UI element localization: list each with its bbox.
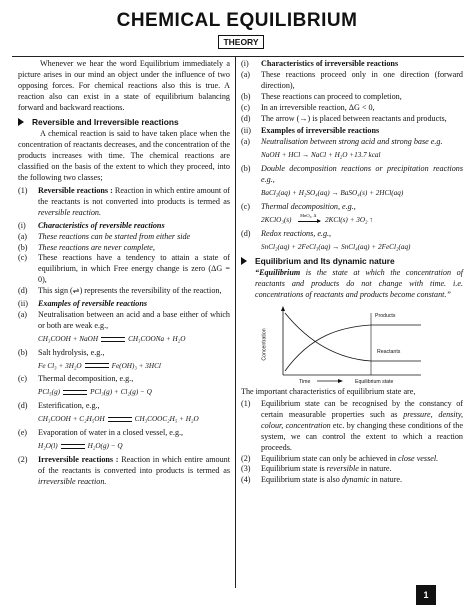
- list-item: (a) These reactions can be started from either side: [18, 231, 191, 241]
- list-item: (c) These reactions have a tendency to attain a state of equilibrium, in which Free energy change is zero (ΔG = 0),: [18, 253, 230, 285]
- list-item: (a) Neutralisation between strong acid and strong base e.g.: [241, 137, 443, 147]
- list-item: (c) Thermal decomposition, e.g.,: [18, 374, 134, 384]
- left-column: [18, 59, 230, 488]
- list-item-reversible: (1) Reversible reactions : Reaction in which entire amount of the reactants is not converted into products is termed as reversible reaction.: [18, 185, 230, 217]
- equation: NaOH + HCl → NaCl + H₂O +13.7 kcal: [261, 151, 381, 160]
- chemical-reaction-paragraph: A chemical reaction is said to have taken place when the concentration of reactants decreases, and the concentration of the products increases with time. The chemical reactions are classified on the basis of the extent to which they proceed, into the following two classes;: [18, 129, 230, 183]
- products-curve: [285, 325, 421, 371]
- subheading-examples-reversible: (ii) Examples of reversible reactions: [18, 299, 147, 309]
- theory-label: THEORY: [218, 35, 264, 49]
- list-item-irreversible: (2) Irreversible reactions : Reaction in which entire amount of the reactants is converted into products is termed as irreversible reaction.: [18, 454, 231, 486]
- equilibrium-arrow-icon: [85, 363, 109, 368]
- right-column: [241, 59, 463, 486]
- list-item: (d) The arrow (→) is placed between reactants and products,: [241, 113, 447, 123]
- list-item: (b) Salt hydrolysis, e.g.,: [18, 347, 105, 357]
- equation: SnCl₂(aq) + 2FeCl₃(aq) → SnCl₄(aq) + 2FeCl₂(aq): [261, 242, 411, 251]
- section-heading-equilibrium: Equilibrium and Its dynamic nature: [241, 256, 463, 267]
- page-title: CHEMICAL EQUILIBRIUM: [116, 10, 358, 31]
- list-item: (b) These reactions can proceed to completion,: [241, 91, 402, 101]
- subheading-examples-irreversible: (ii) Examples of irreversible reactions: [241, 126, 380, 136]
- list-item: (2) Equilibrium state can only be achieved in close vessel.: [241, 453, 439, 463]
- list-item: (a) These reactions proceed only in one direction (forward direction),: [241, 69, 463, 90]
- subheading-characteristics-reversible: (i) Characteristics of reversible reactions: [18, 220, 165, 230]
- equilibrium-arrow-icon: [61, 444, 85, 449]
- equation: 2KClO₃(s) MnO₂, Δ 2KCl(s) + 3O₂ ↑: [261, 213, 373, 224]
- equilibrium-arrow-icon: [101, 337, 125, 342]
- list-item: (b) These reactions are never complete,: [18, 242, 155, 252]
- equilibrium-arrow-icon: [63, 390, 87, 395]
- time-label: Time: [299, 379, 311, 386]
- time-arrow-icon: [338, 379, 343, 383]
- y-axis-arrow-icon: [281, 306, 285, 311]
- list-item: (1) Equilibrium state can be recognised by the constancy of certain measurable properties such as pressure, density, colour, concentration etc. by changing these conditions of the system, we can control the extent to which a reaction proceeds.: [241, 399, 464, 452]
- intro-paragraph: Whenever we hear the word Equilibrium immediately a picture arises in our mind an object under the influence of two opposing forces. For chemical reactions also this is true. A reaction also can exist in a state of equilibrium balancing forward and backward reactions.: [18, 59, 230, 112]
- list-item: (4) Equilibrium state is also dynamic in nature.: [241, 475, 403, 485]
- reactants-curve: [285, 313, 421, 361]
- list-item: (3) Equilibrium state is reversible in nature.: [241, 464, 392, 474]
- equation: CH₃COOH + C₂H₅OH CH₃COOC₂H₅ + H₂O: [38, 415, 199, 424]
- reactants-label: Reactants: [377, 349, 401, 356]
- column-divider: [235, 56, 236, 588]
- list-item: (b) Double decomposition reactions or precipitation reactions e.g.,: [241, 164, 463, 185]
- equation: H₂O(l) H₂O(g) − Q: [38, 442, 123, 450]
- concentration-time-graph: [261, 305, 431, 386]
- list-item: (c) In an irreversible reaction, ΔG < 0,: [241, 102, 375, 112]
- graph-svg: [271, 305, 431, 385]
- list-item: (d) Esterification, e.g.,: [18, 401, 100, 411]
- list-item: (c) Thermal decomposition, e.g.,: [241, 201, 356, 211]
- equilibrium-arrow-icon: [108, 417, 132, 422]
- list-item: (e) Evaporation of water in a closed vessel, e.g.,: [18, 428, 184, 438]
- characteristics-intro: The important characteristics of equilibrium state are,: [241, 387, 416, 397]
- equation: Fe Cl₃ + 3H₂O Fe(OH)₃ + 3HCl: [38, 361, 161, 370]
- equilibrium-state-label: Equilibrium state: [355, 379, 394, 386]
- equation: CH₃COOH + NaOH CH₃COONa + H₂O: [38, 334, 186, 343]
- equilibrium-definition: “Equilibrium is the state at which the concentration of reactants and products do not change with time. i.e. concentrations of reactants and products become constant.”: [255, 268, 463, 300]
- y-axis-label: Concentration: [261, 328, 268, 361]
- list-item: (d) Redox reactions, e.g.,: [241, 228, 332, 238]
- list-item: (a) Neutralisation between an acid and a base either of which or both are weak e.g.,: [18, 309, 230, 330]
- equation: BaCl₂(aq) + H₂SO₄(aq) → BaSO₄(s) + 2HCl(aq): [261, 188, 404, 197]
- header-rule: [12, 56, 464, 57]
- subheading-characteristics-irreversible: (i) Characteristics of irreversible reactions: [241, 59, 399, 68]
- triangle-bullet-icon: [241, 257, 247, 265]
- page-number: 1: [416, 585, 436, 605]
- products-label: Products: [375, 313, 396, 320]
- list-item: (d) This sign (⇌) represents the reversibility of the reaction,: [18, 286, 222, 296]
- equation: PCl₅(g) PCl₃(g) + Cl₂(g) − Q: [38, 388, 152, 397]
- triangle-bullet-icon: [18, 118, 24, 126]
- section-heading-reversible: Reversible and Irreversible reactions: [18, 117, 230, 128]
- arrow-icon: [298, 221, 320, 222]
